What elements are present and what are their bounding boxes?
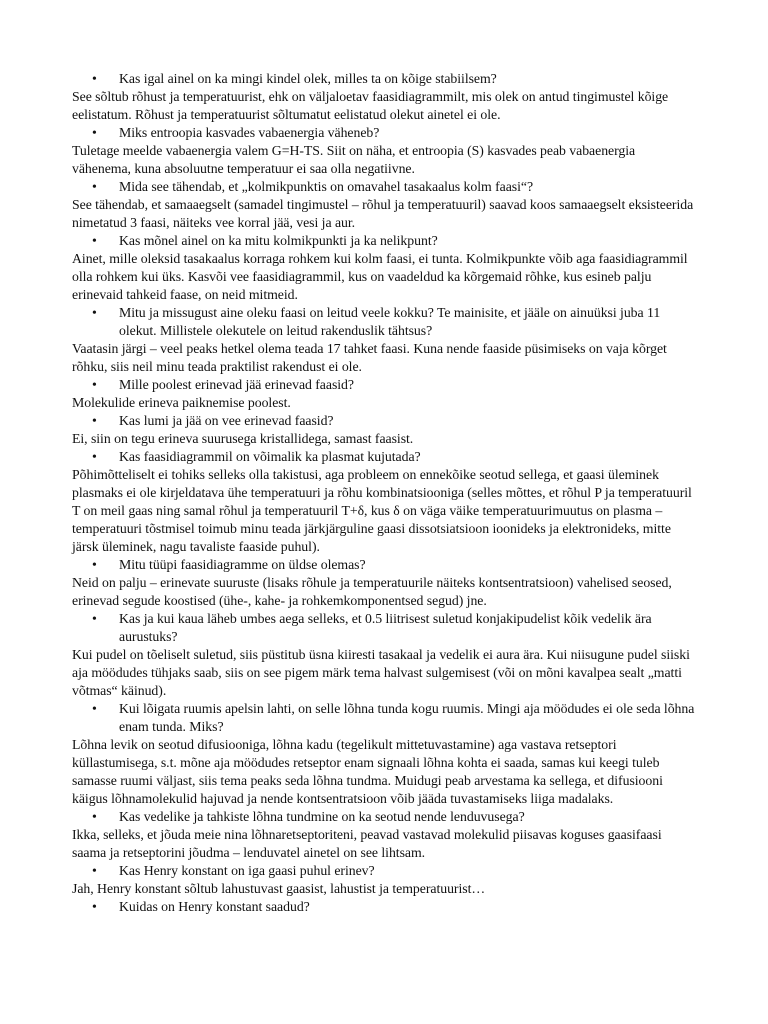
bullet-icon: •	[92, 701, 97, 716]
bullet-icon: •	[92, 233, 97, 248]
question-text: Kas lumi ja jää on vee erinevad faasid?	[119, 413, 334, 428]
question-item	[72, 898, 696, 916]
question-item	[72, 376, 696, 394]
bullet-icon: •	[92, 863, 97, 878]
question-text: Mida see tähendab, et „kolmikpunktis on omavahel tasakaalus kolm faasi“?	[119, 179, 534, 194]
answer-text: Kui pudel on tõeliselt suletud, siis püstitub üsna kiiresti tasakaal ja vedelik ei aura ära. Kui niisugune pudel siiski aja möödudes tühjaks saab, siis on see pigem märk tema halvast sulgemisest (või on mõni kavalpea sealt „matti võtmas“ käinud).	[72, 647, 690, 698]
bullet-icon: •	[92, 899, 97, 914]
question-text: Kas ja kui kaua läheb umbes aega selleks, et 0.5 liitrisest suletud konjakipudelist kõik vedelik ära aurustuks?	[119, 611, 652, 644]
question-item	[72, 610, 696, 646]
answer-text: Vaatasin järgi – veel peaks hetkel olema teada 17 tahket faasi. Kuna nende faaside püsimiseks on vaja kõrget rõhku, siis neil minu teada praktilist rakendust ei ole.	[72, 341, 667, 374]
bullet-icon: •	[92, 611, 97, 626]
question-text: Miks entroopia kasvades vabaenergia väheneb?	[119, 125, 380, 140]
bullet-icon: •	[92, 305, 97, 320]
question-item	[72, 412, 696, 430]
question-item	[72, 304, 696, 340]
question-item	[72, 178, 696, 196]
question-text: Kas faasidiagrammil on võimalik ka plasmat kujutada?	[119, 449, 421, 464]
answer-text: Ainet, mille oleksid tasakaalus korraga rohkem kui kolm faasi, ei tunta. Kolmikpunkte võib aga faasidiagrammil olla rohkem kui üks. Kasvõi vee faasidiagrammil, kus on vaadeldud ka kõrgemaid rõhke, kus esineb palju erinevaid tahkeid faase, on neid mitmeid.	[72, 251, 688, 302]
question-text: Mille poolest erinevad jää erinevad faasid?	[119, 377, 354, 392]
question-text: Kas vedelike ja tahkiste lõhna tundmine on ka seotud nende lenduvusega?	[119, 809, 525, 824]
question-text: Kui lõigata ruumis apelsin lahti, on selle lõhna tunda kogu ruumis. Mingi aja möödudes ei ole seda lõhna enam tunda. Miks?	[119, 701, 695, 734]
answer-text: Ikka, selleks, et jõuda meie nina lõhnaretseptoriteni, peavad vastavad molekulid piisavas koguses gaasifaasi saama ja retseptorini jõudma – lenduvatel ainetel on see lihtsam.	[72, 827, 662, 860]
answer-text: See sõltub rõhust ja temperatuurist, ehk on väljaloetav faasidiagrammilt, mis olek on antud tingimustel kõige eelistatum. Rõhust ja temperatuurist sõltumatut eelistatud olekut ainetel ei ole.	[72, 89, 669, 122]
question-item	[72, 808, 696, 826]
answer-text: Ei, siin on tegu erineva suurusega kristallidega, samast faasist.	[72, 431, 414, 446]
question-text: Mitu tüüpi faasidiagramme on üldse olemas?	[119, 557, 366, 572]
question-text: Mitu ja missugust aine oleku faasi on leitud veele kokku? Te mainisite, et jääle on ainuüksi juba 11 olekut. Millistele olekutele on leitud rakenduslik tähtsus?	[119, 305, 661, 338]
answer-text: Põhimõtteliselt ei tohiks selleks olla takistusi, aga probleem on ennekõike seotud sellega, et gaasi üleminek plasmaks ei ole kirjeldatava ühe temperatuuri ja rõhu kombinatsiooniga (selles mõttes, et rõhul P ja temperatuuril T on meil gaas ning samal rõhul ja temperatuuril T+δ, kus δ on väga väike temperatuurimuutus on plasma – temperatuuri tõstmisel toimub minu teada järkjärguline gaasi dissotsiatsioon ioonideks ja elektronideks, mitte järsk üleminek, nagu tavaliste faaside puhul).	[72, 467, 692, 554]
question-text: Kas igal ainel on ka mingi kindel olek, milles ta on kõige stabiilsem?	[119, 71, 497, 86]
bullet-icon: •	[92, 557, 97, 572]
answer-text: See tähendab, et samaaegselt (samadel tingimustel – rõhul ja temperatuuril) saavad koos samaaegselt eksisteerida nimetatud 3 faasi, näiteks vee korral jää, vesi ja aur.	[72, 197, 694, 230]
answer-text: Molekulide erineva paiknemise poolest.	[72, 395, 291, 410]
question-item	[72, 448, 696, 466]
question-item	[72, 556, 696, 574]
question-item	[72, 124, 696, 142]
question-text: Kas Henry konstant on iga gaasi puhul erinev?	[119, 863, 375, 878]
bullet-icon: •	[92, 413, 97, 428]
bullet-icon: •	[92, 449, 97, 464]
answer-text: Tuletage meelde vabaenergia valem G=H-TS. Siit on näha, et entroopia (S) kasvades peab vabaenergia vähenema, kuna absoluutne temperatuur ei saa olla negatiivne.	[72, 143, 636, 176]
question-item	[72, 70, 696, 88]
question-item	[72, 232, 696, 250]
question-text: Kuidas on Henry konstant saadud?	[119, 899, 310, 914]
document-page	[72, 70, 696, 916]
bullet-icon: •	[92, 377, 97, 392]
bullet-icon: •	[92, 809, 97, 824]
question-item	[72, 862, 696, 880]
bullet-icon: •	[92, 125, 97, 140]
question-item	[72, 700, 696, 736]
question-text: Kas mõnel ainel on ka mitu kolmikpunkti ja ka nelikpunt?	[119, 233, 438, 248]
bullet-icon: •	[92, 71, 97, 86]
answer-text: Neid on palju – erinevate suuruste (lisaks rõhule ja temperatuurile näiteks kontsentratsioon) vahelised seosed, erinevad segude koostised (ühe-, kahe- ja rohkemkomponentsed segud) jne.	[72, 575, 672, 608]
bullet-icon: •	[92, 179, 97, 194]
answer-text: Lõhna levik on seotud difusiooniga, lõhna kadu (tegelikult mittetuvastamine) aga vastava retseptori küllastumisega, s.t. mõne aja möödudes retseptor enam signaali lõhna kohta ei saada, samas kui keegi tuleb samasse ruumi väljast, siis tema peaks seda lõhna tundma. Muidugi peab arvestama ka sellega, et difusiooni käigus lõhnamolekulid hajuvad ja nende kontsentratsioon võib jääda tuvastamiseks liiga madalaks.	[72, 737, 663, 806]
answer-text: Jah, Henry konstant sõltub lahustuvast gaasist, lahustist ja temperatuurist…	[72, 881, 486, 896]
